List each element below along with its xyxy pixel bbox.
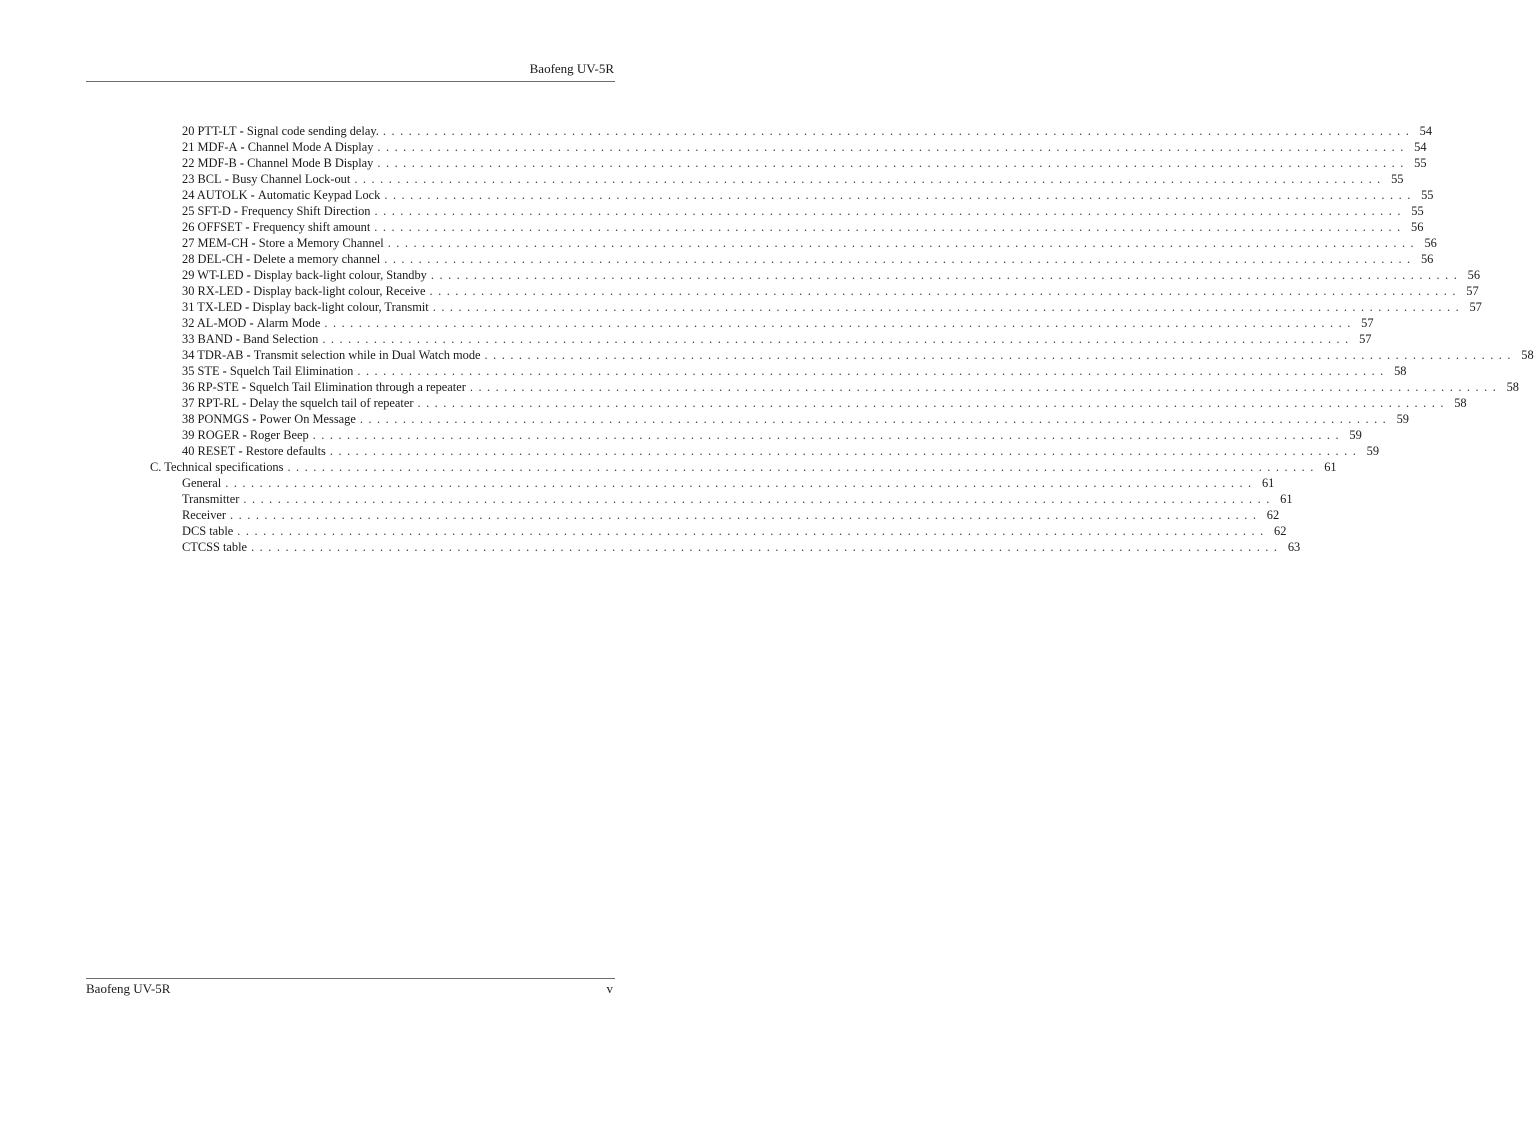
- toc-entry-code: AL-MOD: [196, 316, 247, 330]
- toc-entry-number: 21: [182, 140, 195, 154]
- toc-entry[interactable]: [182, 507, 1280, 523]
- toc-entry[interactable]: [182, 331, 1372, 347]
- toc-entry-separator: -: [242, 252, 254, 266]
- toc-entry-description: Band Selection: [242, 332, 319, 346]
- toc-entry[interactable]: [182, 539, 1301, 555]
- toc-entry-separator: -: [232, 332, 243, 346]
- toc-subsection-label: General: [182, 476, 222, 490]
- toc-entry-number: 38: [182, 412, 195, 426]
- toc-entry-number: 27: [182, 236, 195, 250]
- dot-leader: . . . . . . . . . . . . . . . . . . . . . . . . . . . . . . . . . . . . . . . . . . . . . . . . . . . . . . . . . . . . . . . . . . . . . . . . . . . . . . . . . . . . . . . . . . . . . . . . . . . . . . . . . . . . . . . . . . . . . . . .: [357, 364, 1385, 378]
- toc-entry-label: [150, 459, 283, 475]
- toc-entry-label: [182, 411, 356, 427]
- toc-entry-number: 34: [182, 348, 195, 362]
- dot-leader: . . . . . . . . . . . . . . . . . . . . . . . . . . . . . . . . . . . . . . . . . . . . . . . . . . . . . . . . . . . . . . . . . . . . . . . . . . . . . . . . . . . . . . . . . . . . . . . . . . . . . . . . . . . . . . . . . . . . . . . .: [225, 476, 1253, 490]
- toc-entry[interactable]: [182, 411, 1409, 427]
- dot-leader: . . . . . . . . . . . . . . . . . . . . . . . . . . . . . . . . . . . . . . . . . . . . . . . . . . . . . . . . . . . . . . . . . . . . . . . . . . . . . . . . . . . . . . . . . . . . . . . . . . . . . . . . . . . . . . . . . . . . . . . .: [237, 524, 1265, 538]
- toc-subsection-label: Receiver: [182, 508, 227, 522]
- toc-entry-description: Display back-light colour, Receive: [253, 284, 426, 298]
- toc-entry-label: [182, 251, 380, 267]
- toc-entry-page: 55: [1411, 204, 1424, 218]
- dot-leader: . . . . . . . . . . . . . . . . . . . . . . . . . . . . . . . . . . . . . . . . . . . . . . . . . . . . . . . . . . . . . . . . . . . . . . . . . . . . . . . . . . . . . . . . . . . . . . . . . . . . . . . . . . . . . . . . . . . . . . . .: [243, 492, 1271, 506]
- toc-entry-code: MDF-B: [197, 156, 237, 170]
- toc-entry-number: 35: [182, 364, 195, 378]
- toc-entry-description: Power On Message: [259, 412, 356, 426]
- toc-entry-code: BCL: [197, 172, 222, 186]
- dot-leader: . . . . . . . . . . . . . . . . . . . . . . . . . . . . . . . . . . . . . . . . . . . . . . . . . . . . . . . . . . . . . . . . . . . . . . . . . . . . . . . . . . . . . . . . . . . . . . . . . . . . . . . . . . . . . . . . . . . . . . . .: [322, 332, 1350, 346]
- toc-entry-description: Store a Memory Channel: [258, 236, 384, 250]
- toc-entry-number: 26: [182, 220, 195, 234]
- toc-entry-description: Channel Mode B Display: [247, 156, 374, 170]
- toc-entry-description: Squelch Tail Elimination: [229, 364, 354, 378]
- toc-entry-number: 22: [182, 156, 195, 170]
- toc-entry-separator: -: [242, 220, 253, 234]
- toc-entry[interactable]: [182, 171, 1404, 187]
- toc-entry[interactable]: [182, 299, 1482, 315]
- toc-entry-separator: -: [235, 444, 246, 458]
- toc-entry-number: 40: [182, 444, 195, 458]
- toc-entry-page: 57: [1466, 284, 1479, 298]
- toc-entry-separator: -: [230, 204, 242, 218]
- dot-leader: . . . . . . . . . . . . . . . . . . . . . . . . . . . . . . . . . . . . . . . . . . . . . . . . . . . . . . . . . . . . . . . . . . . . . . . . . . . . . . . . . . . . . . . . . . . . . . . . . . . . . . . . . . . . . . . . . . . . . . . .: [377, 156, 1405, 170]
- toc-entry[interactable]: [182, 251, 1434, 267]
- toc-entry-description: Roger Beep: [249, 428, 309, 442]
- toc-entry-separator: -: [237, 140, 248, 154]
- toc-entry-page: 56: [1411, 220, 1424, 234]
- dot-leader: . . . . . . . . . . . . . . . . . . . . . . . . . . . . . . . . . . . . . . . . . . . . . . . . . . . . . . . . . . . . . . . . . . . . . . . . . . . . . . . . . . . . . . . . . . . . . . . . . . . . . . . . . . . . . . . . . . . . . . . .: [359, 412, 1387, 426]
- dot-leader: . . . . . . . . . . . . . . . . . . . . . . . . . . . . . . . . . . . . . . . . . . . . . . . . . . . . . . . . . . . . . . . . . . . . . . . . . . . . . . . . . . . . . . . . . . . . . . . . . . . . . . . . . . . . . . . . . . . . . . . .: [430, 268, 1459, 282]
- toc-entry-number: 25: [182, 204, 195, 218]
- toc-entry-code: OFFSET: [197, 220, 243, 234]
- toc-entry-separator: -: [239, 428, 250, 442]
- toc-entry-description: Alarm Mode: [256, 316, 321, 330]
- toc-entry-description: Frequency shift amount: [252, 220, 371, 234]
- toc-entry-code: AUTOLK: [196, 188, 248, 202]
- toc-entry-page: 57: [1361, 316, 1374, 330]
- toc-entry-description: Automatic Keypad Lock: [257, 188, 381, 202]
- toc-entry-number: 24: [182, 188, 195, 202]
- toc-entry-label: [182, 475, 221, 491]
- toc-entry-number: 37: [182, 396, 195, 410]
- toc-entry-description: Delay the squelch tail of repeater: [249, 396, 414, 410]
- toc-entry-label: [182, 331, 318, 347]
- toc-entry-page: 62: [1274, 524, 1287, 538]
- toc-entry-description: Squelch Tail Elimination through a repeater: [249, 380, 466, 394]
- toc-entry-label: [182, 235, 384, 251]
- toc-entry[interactable]: [182, 395, 1467, 411]
- toc-entry[interactable]: [182, 155, 1427, 171]
- dot-leader: . . . . . . . . . . . . . . . . . . . . . . . . . . . . . . . . . . . . . . . . . . . . . . . . . . . . . . . . . . . . . . . . . . . . . . . . . . . . . . . . . . . . . . . . . . . . . . . . . . . . . . . . . . . . . . . . . . . . . . . .: [384, 188, 1412, 202]
- toc-subsection-label: Transmitter: [182, 492, 240, 506]
- toc-entry-code: STE: [197, 364, 220, 378]
- toc-entry-separator: -: [236, 156, 248, 170]
- toc-entry-separator: -: [246, 316, 257, 330]
- toc-entry-number: 30: [182, 284, 195, 298]
- toc-entry-page: 55: [1421, 188, 1434, 202]
- toc-entry-page: 57: [1359, 332, 1372, 346]
- toc-entry-code: RESET: [197, 444, 236, 458]
- toc-entry[interactable]: [182, 443, 1380, 459]
- toc-entry-separator: -: [239, 396, 250, 410]
- page-number: v: [606, 981, 613, 996]
- toc-entry-page: 58: [1521, 348, 1534, 362]
- toc-entry-code: ROGER: [197, 428, 240, 442]
- dot-leader: . . . . . . . . . . . . . . . . . . . . . . . . . . . . . . . . . . . . . . . . . . . . . . . . . . . . . . . . . . . . . . . . . . . . . . . . . . . . . . . . . . . . . . . . . . . . . . . . . . . . . . . . . . . . . . . . . . . . . . . .: [417, 396, 1445, 410]
- toc-entry[interactable]: [182, 235, 1437, 251]
- toc-entry-description: Channel Mode A Display: [247, 140, 374, 154]
- toc-entry-number: 33: [182, 332, 195, 346]
- toc-entry-separator: -: [247, 188, 258, 202]
- toc-entry[interactable]: [182, 363, 1407, 379]
- toc-entry-label: [182, 139, 373, 155]
- dot-leader: . . . . . . . . . . . . . . . . . . . . . . . . . . . . . . . . . . . . . . . . . . . . . . . . . . . . . . . . . . . . . . . . . . . . . . . . . . . . . . . . . . . . . . . . . . . . . . . . . . . . . . . . . . . . . . . . . . . . . . . .: [374, 220, 1402, 234]
- toc-entry-page: 59: [1396, 412, 1409, 426]
- toc-entry[interactable]: [182, 267, 1481, 283]
- toc-entry-page: 55: [1414, 156, 1427, 170]
- toc-entry[interactable]: [182, 203, 1424, 219]
- dot-leader: . . . . . . . . . . . . . . . . . . . . . . . . . . . . . . . . . . . . . . . . . . . . . . . . . . . . . . . . . . . . . . . . . . . . . . . . . . . . . . . . . . . . . . . . . . . . . . . . . . . . . . . . . . . . . . . . . . . . . . . .: [287, 460, 1315, 474]
- toc-entry[interactable]: [182, 283, 1479, 299]
- toc-entry-separator: -: [242, 300, 253, 314]
- toc-entry-label: [182, 267, 427, 283]
- toc-entry-label: [182, 315, 320, 331]
- toc-entry-page: 63: [1287, 540, 1301, 554]
- toc-entry-code: BAND: [197, 332, 233, 346]
- toc-subsection-label: DCS table: [182, 524, 234, 538]
- dot-leader: . . . . . . . . . . . . . . . . . . . . . . . . . . . . . . . . . . . . . . . . . . . . . . . . . . . . . . . . . . . . . . . . . . . . . . . . . . . . . . . . . . . . . . . . . . . . . . . . . . . . . . . . . . . . . . . . . . . . . . . .: [312, 428, 1340, 442]
- toc-entry-label: [182, 347, 481, 363]
- toc-entry-number: 32: [182, 316, 195, 330]
- toc-entry-code: MEM-CH: [197, 236, 249, 250]
- toc-entry-description: Busy Channel Lock-out: [231, 172, 351, 186]
- toc-entry-number: 36: [182, 380, 195, 394]
- dot-leader: . . . . . . . . . . . . . . . . . . . . . . . . . . . . . . . . . . . . . . . . . . . . . . . . . . . . . . . . . . . . . . . . . . . . . . . . . . . . . . . . . . . . . . . . . . . . . . . . . . . . . . . . . . . . . . . . . . . . . . . .: [230, 508, 1258, 522]
- toc-entry-code: PONMGS: [197, 412, 250, 426]
- dot-leader: . . . . . . . . . . . . . . . . . . . . . . . . . . . . . . . . . . . . . . . . . . . . . . . . . . . . . . . . . . . . . . . . . . . . . . . . . . . . . . . . . . . . . . . . . . . . . . . . . . . . . . . . . . . . . . . . . . . . . . . .: [432, 300, 1460, 314]
- dot-leader: . . . . . . . . . . . . . . . . . . . . . . . . . . . . . . . . . . . . . . . . . . . . . . . . . . . . . . . . . . . . . . . . . . . . . . . . . . . . . . . . . . . . . . . . . . . . . . . . . . . . . . . . . . . . . . . . . . . . . . . .: [384, 252, 1412, 266]
- toc-entry-code: TDR-AB: [197, 348, 244, 362]
- toc-entry[interactable]: [182, 379, 1519, 395]
- toc-entry-page: 56: [1420, 252, 1434, 266]
- toc-entry-separator: -: [236, 124, 247, 138]
- toc-entry-page: 57: [1469, 300, 1482, 314]
- toc-entry-label: [182, 187, 380, 203]
- dot-leader: . . . . . . . . . . . . . . . . . . . . . . . . . . . . . . . . . . . . . . . . . . . . . . . . . . . . . . . . . . . . . . . . . . . . . . . . . . . . . . . . . . . . . . . . . . . . . . . . . . . . . . . . . . . . . . . . . . . . . . . .: [354, 172, 1382, 186]
- dot-leader: . . . . . . . . . . . . . . . . . . . . . . . . . . . . . . . . . . . . . . . . . . . . . . . . . . . . . . . . . . . . . . . . . . . . . . . . . . . . . . . . . . . . . . . . . . . . . . . . . . . . . . . . . . . . . . . . . . . . . . . .: [382, 124, 1411, 138]
- toc-entry-code: RP-STE: [197, 380, 239, 394]
- toc-entry-label: [182, 507, 226, 523]
- toc-entry-label: [182, 123, 379, 139]
- toc-entry-label: [182, 523, 233, 539]
- toc-entry-label: [182, 363, 353, 379]
- toc-entry-separator: -: [238, 380, 250, 394]
- dot-leader: . . . . . . . . . . . . . . . . . . . . . . . . . . . . . . . . . . . . . . . . . . . . . . . . . . . . . . . . . . . . . . . . . . . . . . . . . . . . . . . . . . . . . . . . . . . . . . . . . . . . . . . . . . . . . . . . . . . . . . . .: [329, 444, 1358, 458]
- dot-leader: . . . . . . . . . . . . . . . . . . . . . . . . . . . . . . . . . . . . . . . . . . . . . . . . . . . . . . . . . . . . . . . . . . . . . . . . . . . . . . . . . . . . . . . . . . . . . . . . . . . . . . . . . . . . . . . . . . . . . . . .: [469, 380, 1497, 394]
- toc-entry-page: 59: [1349, 428, 1362, 442]
- toc-entry-page: 56: [1424, 236, 1437, 250]
- dot-leader: . . . . . . . . . . . . . . . . . . . . . . . . . . . . . . . . . . . . . . . . . . . . . . . . . . . . . . . . . . . . . . . . . . . . . . . . . . . . . . . . . . . . . . . . . . . . . . . . . . . . . . . . . . . . . . . . . . . . . . . .: [429, 284, 1457, 298]
- toc-entry-description: Delete a memory channel: [253, 252, 381, 266]
- toc-entry-label: [182, 379, 466, 395]
- toc-entry-label: [182, 219, 370, 235]
- toc-entry-description: Signal code sending delay.: [246, 124, 379, 138]
- page-header-title: Baofeng UV-5R: [529, 61, 614, 76]
- toc-entry-label: [182, 443, 326, 459]
- toc-entry-number: 29: [182, 268, 195, 282]
- toc-entry-number: 23: [182, 172, 195, 186]
- toc-entry-separator: -: [249, 412, 260, 426]
- toc-entry-code: SFT-D: [197, 204, 231, 218]
- toc-entry-code: WT-LED: [197, 268, 244, 282]
- toc-entry-label: [182, 395, 413, 411]
- toc-entry-separator: -: [242, 284, 254, 298]
- dot-leader: . . . . . . . . . . . . . . . . . . . . . . . . . . . . . . . . . . . . . . . . . . . . . . . . . . . . . . . . . . . . . . . . . . . . . . . . . . . . . . . . . . . . . . . . . . . . . . . . . . . . . . . . . . . . . . . . . . . . . . . .: [251, 540, 1279, 554]
- toc-entry[interactable]: [182, 187, 1434, 203]
- toc-entry-separator: -: [243, 348, 254, 362]
- toc-entry-description: Transmit selection while in Dual Watch mode: [253, 348, 481, 362]
- toc-entry-code: TX-LED: [197, 300, 242, 314]
- toc-entry-page: 56: [1467, 268, 1481, 282]
- toc-entry-number: 39: [182, 428, 195, 442]
- toc-entry-label: [182, 171, 350, 187]
- dot-leader: . . . . . . . . . . . . . . . . . . . . . . . . . . . . . . . . . . . . . . . . . . . . . . . . . . . . . . . . . . . . . . . . . . . . . . . . . . . . . . . . . . . . . . . . . . . . . . . . . . . . . . . . . . . . . . . . . . . . . . . .: [324, 316, 1352, 330]
- toc-entry[interactable]: [182, 347, 1534, 363]
- toc-entry-number: 20: [182, 124, 195, 138]
- toc-entry-separator: -: [248, 236, 259, 250]
- dot-leader: . . . . . . . . . . . . . . . . . . . . . . . . . . . . . . . . . . . . . . . . . . . . . . . . . . . . . . . . . . . . . . . . . . . . . . . . . . . . . . . . . . . . . . . . . . . . . . . . . . . . . . . . . . . . . . . . . . . . . . . .: [484, 348, 1512, 362]
- toc-entry-page: 61: [1261, 476, 1275, 490]
- toc-entry-page: 54: [1414, 140, 1427, 154]
- dot-leader: . . . . . . . . . . . . . . . . . . . . . . . . . . . . . . . . . . . . . . . . . . . . . . . . . . . . . . . . . . . . . . . . . . . . . . . . . . . . . . . . . . . . . . . . . . . . . . . . . . . . . . . . . . . . . . . . . . . . . . . .: [387, 236, 1415, 250]
- toc-entry-label: [182, 299, 429, 315]
- toc-entry[interactable]: [182, 427, 1362, 443]
- toc-entry-label: [182, 539, 247, 555]
- toc-entry-code: RX-LED: [197, 284, 243, 298]
- toc-entry-code: PTT-LT: [197, 124, 237, 138]
- page-footer-title: Baofeng UV-5R: [86, 981, 171, 996]
- toc-entry-separator: -: [219, 364, 230, 378]
- toc-entry-description: Restore defaults: [245, 444, 326, 458]
- toc-entry-separator: -: [221, 172, 232, 186]
- toc-entry-page: 62: [1266, 508, 1280, 522]
- toc-entry[interactable]: [182, 139, 1427, 155]
- toc-entry-label: [182, 203, 371, 219]
- toc-entry-description: Frequency Shift Direction: [241, 204, 371, 218]
- toc-entry-page: 58: [1454, 396, 1467, 410]
- toc-entry-label: [182, 491, 239, 507]
- toc-entry[interactable]: [182, 523, 1287, 539]
- toc-entry[interactable]: [182, 219, 1424, 235]
- toc-entry-code: RPT-RL: [197, 396, 240, 410]
- toc-entry-label: [182, 283, 426, 299]
- toc-entry-page: 59: [1366, 444, 1380, 458]
- toc-entry-description: Display back-light colour, Standby: [253, 268, 427, 282]
- toc-entry-description: Display back-light colour, Transmit: [252, 300, 429, 314]
- toc-entry[interactable]: [150, 459, 1337, 475]
- toc-entry-number: 31: [182, 300, 195, 314]
- dot-leader: . . . . . . . . . . . . . . . . . . . . . . . . . . . . . . . . . . . . . . . . . . . . . . . . . . . . . . . . . . . . . . . . . . . . . . . . . . . . . . . . . . . . . . . . . . . . . . . . . . . . . . . . . . . . . . . . . . . . . . . .: [377, 140, 1405, 154]
- toc-entry[interactable]: [182, 491, 1293, 507]
- toc-entry-code: MDF-A: [197, 140, 238, 154]
- toc-entry-code: DEL-CH: [197, 252, 243, 266]
- toc-section-label: C. Technical specifications: [150, 460, 284, 474]
- toc-entry-number: 28: [182, 252, 195, 266]
- toc-entry-separator: -: [243, 268, 254, 282]
- dot-leader: . . . . . . . . . . . . . . . . . . . . . . . . . . . . . . . . . . . . . . . . . . . . . . . . . . . . . . . . . . . . . . . . . . . . . . . . . . . . . . . . . . . . . . . . . . . . . . . . . . . . . . . . . . . . . . . . . . . . . . . .: [374, 204, 1402, 218]
- toc-entry-page: 55: [1391, 172, 1404, 186]
- toc-entry-page: 54: [1419, 124, 1433, 138]
- toc-entry-page: 58: [1394, 364, 1407, 378]
- toc-entry[interactable]: [182, 123, 1433, 139]
- toc-entry[interactable]: [182, 475, 1275, 491]
- toc-entry-label: [182, 155, 373, 171]
- header-divider: [86, 81, 615, 82]
- toc-entry[interactable]: [182, 315, 1374, 331]
- toc-entry-label: [182, 427, 309, 443]
- toc-subsection-label: CTCSS table: [182, 540, 248, 554]
- toc-entry-page: 61: [1280, 492, 1293, 506]
- toc-entry-page: 61: [1324, 460, 1337, 474]
- toc-entry-page: 58: [1506, 380, 1519, 394]
- footer-divider: [86, 978, 615, 979]
